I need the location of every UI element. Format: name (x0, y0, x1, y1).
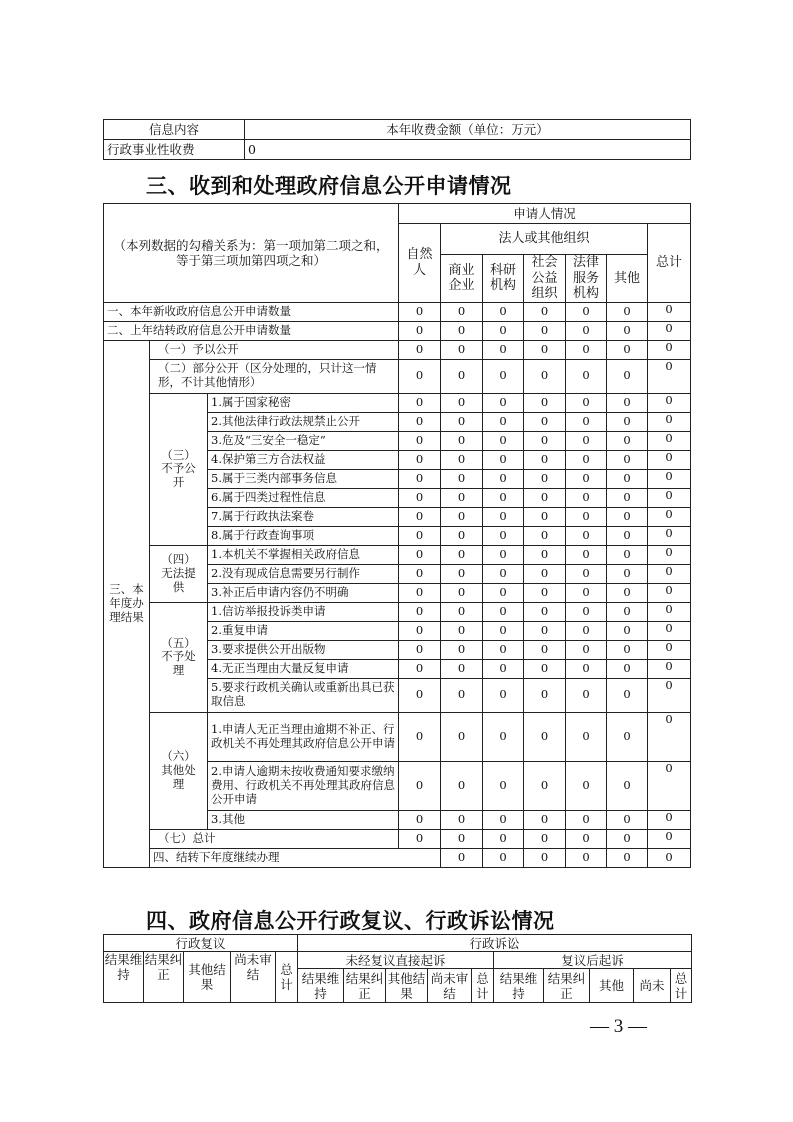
count-cell: 0 (607, 359, 648, 393)
count-cell: 0 (483, 393, 524, 412)
count-cell: 0 (399, 829, 441, 848)
direct-suit-header: 未经复议直接起诉 (298, 952, 494, 969)
count-cell: 0 (399, 507, 441, 526)
count-cell: 0 (399, 621, 441, 640)
count-cell: 0 (566, 545, 607, 564)
count-cell: 0 (607, 545, 648, 564)
count-cell: 0 (648, 431, 691, 450)
group-noprocess-label: （五）不予处理 (150, 602, 208, 712)
count-cell: 0 (441, 602, 483, 621)
count-cell: 0 (524, 810, 566, 829)
count-cell: 0 (524, 393, 566, 412)
count-cell: 0 (441, 431, 483, 450)
group-cannot-label: （四）无法提供 (150, 545, 208, 602)
applicant-header: 申请人情况 (399, 204, 691, 224)
count-cell: 0 (441, 829, 483, 848)
review-col-3: 其他结果 (184, 952, 231, 1003)
count-cell: 0 (648, 545, 691, 564)
noopen-item: 1.属于国家秘密 (208, 393, 399, 412)
noopen-item: 5.属于三类内部事务信息 (208, 469, 399, 488)
row-next-label: 四、结转下年度继续办理 (150, 848, 441, 867)
count-cell: 0 (399, 640, 441, 659)
count-cell: 0 (607, 431, 648, 450)
count-cell: 0 (524, 450, 566, 469)
count-cell: 0 (566, 431, 607, 450)
count-cell: 0 (648, 412, 691, 431)
noprocess-item: 1.信访举报投诉类申请 (208, 602, 399, 621)
count-cell: 0 (607, 583, 648, 602)
after-col-1: 结果维持 (494, 969, 544, 1003)
count-cell: 0 (483, 712, 524, 761)
count-cell: 0 (524, 829, 566, 848)
count-cell: 0 (524, 678, 566, 712)
count-cell: 0 (441, 302, 483, 321)
count-cell: 0 (524, 761, 566, 810)
count-cell: 0 (441, 526, 483, 545)
count-cell: 0 (607, 712, 648, 761)
count-cell: 0 (483, 507, 524, 526)
cannot-item: 1.本机关不掌握相关政府信息 (208, 545, 399, 564)
count-cell: 0 (648, 761, 691, 810)
noopen-item: 2.其他法律行政法规禁止公开 (208, 412, 399, 431)
direct-col-2: 结果纠正 (344, 969, 386, 1003)
count-cell: 0 (607, 321, 648, 340)
count-cell: 0 (607, 507, 648, 526)
count-cell: 0 (648, 393, 691, 412)
count-cell: 0 (441, 545, 483, 564)
count-cell: 0 (399, 302, 441, 321)
count-cell: 0 (648, 659, 691, 678)
count-cell: 0 (524, 431, 566, 450)
count-cell: 0 (483, 302, 524, 321)
count-cell: 0 (524, 602, 566, 621)
count-cell: 0 (566, 583, 607, 602)
count-cell: 0 (607, 488, 648, 507)
count-cell: 0 (648, 810, 691, 829)
row-carry-label: 二、上年结转政府信息公开申请数量 (104, 321, 399, 340)
count-cell: 0 (648, 526, 691, 545)
count-cell: 0 (441, 507, 483, 526)
sub-header-4: 法律服务机构 (566, 255, 607, 303)
count-cell: 0 (399, 564, 441, 583)
count-cell: 0 (524, 507, 566, 526)
applications-table (103, 203, 691, 868)
count-cell: 0 (441, 583, 483, 602)
count-cell: 0 (524, 321, 566, 340)
noopen-item: 8.属于行政查询事项 (208, 526, 399, 545)
count-cell: 0 (648, 602, 691, 621)
count-cell: 0 (399, 488, 441, 507)
count-cell: 0 (399, 340, 441, 359)
count-cell: 0 (441, 621, 483, 640)
count-cell: 0 (441, 340, 483, 359)
count-cell: 0 (607, 302, 648, 321)
count-cell: 0 (566, 412, 607, 431)
direct-col-4: 尚未审结 (428, 969, 472, 1003)
count-cell: 0 (607, 621, 648, 640)
sub-header-3: 社会公益组织 (524, 255, 566, 303)
count-cell: 0 (441, 321, 483, 340)
count-cell: 0 (566, 761, 607, 810)
count-cell: 0 (524, 302, 566, 321)
other-item: 3.其他 (208, 810, 399, 829)
count-cell: 0 (483, 450, 524, 469)
count-cell: 0 (566, 659, 607, 678)
count-cell: 0 (524, 564, 566, 583)
row-new-label: 一、本年新收政府信息公开申请数量 (104, 302, 399, 321)
count-cell: 0 (441, 564, 483, 583)
fee-table (103, 119, 691, 160)
count-cell: 0 (483, 761, 524, 810)
sub-header-1: 商业企业 (441, 255, 483, 303)
count-cell: 0 (648, 469, 691, 488)
count-cell: 0 (441, 488, 483, 507)
count-cell: 0 (399, 602, 441, 621)
count-cell: 0 (566, 321, 607, 340)
count-cell: 0 (566, 829, 607, 848)
count-cell: 0 (483, 359, 524, 393)
count-cell: 0 (566, 678, 607, 712)
note-cell: （本列数据的勾稽关系为：第一项加第二项之和，等于第三项加第四项之和） (104, 204, 399, 303)
review-litigation-table (103, 934, 692, 1003)
count-cell: 0 (607, 761, 648, 810)
count-cell: 0 (483, 340, 524, 359)
row-partial-label: （二）部分公开（区分处理的，只计这一情形，不计其他情形） (150, 359, 399, 393)
count-cell: 0 (399, 583, 441, 602)
noopen-item: 3.危及“三安全一稳定” (208, 431, 399, 450)
fee-row-label: 行政事业性收费 (104, 140, 245, 160)
review-col-1: 结果维持 (104, 952, 144, 1003)
count-cell: 0 (441, 659, 483, 678)
count-cell: 0 (483, 545, 524, 564)
cannot-item: 3.补正后申请内容仍不明确 (208, 583, 399, 602)
count-cell: 0 (483, 431, 524, 450)
row-total-label: （七）总计 (150, 829, 399, 848)
count-cell: 0 (648, 488, 691, 507)
noopen-item: 4.保护第三方合法权益 (208, 450, 399, 469)
count-cell: 0 (483, 526, 524, 545)
count-cell: 0 (441, 712, 483, 761)
count-cell: 0 (441, 469, 483, 488)
count-cell: 0 (483, 412, 524, 431)
group-other-label: （六）其他处理 (150, 712, 208, 829)
noprocess-item: 3.要求提供公开出版物 (208, 640, 399, 659)
count-cell: 0 (566, 640, 607, 659)
legal-person-header: 法人或其他组织 (441, 224, 648, 255)
count-cell: 0 (648, 640, 691, 659)
count-cell: 0 (483, 321, 524, 340)
review-col-2: 结果纠正 (144, 952, 184, 1003)
cannot-item: 2.没有现成信息需要另行制作 (208, 564, 399, 583)
count-cell: 0 (607, 678, 648, 712)
count-cell: 0 (607, 810, 648, 829)
direct-col-1: 结果维持 (298, 969, 344, 1003)
noprocess-item: 4.无正当理由大量反复申请 (208, 659, 399, 678)
total-header: 总计 (648, 224, 691, 303)
after-col-5: 总计 (671, 969, 692, 1003)
count-cell: 0 (524, 621, 566, 640)
section3-heading: 三、收到和处理政府信息公开申请情况 (146, 174, 512, 198)
count-cell: 0 (648, 848, 691, 867)
group-results-label: 三、本年度办理结果 (104, 340, 150, 867)
litigation-header: 行政诉讼 (298, 935, 692, 952)
count-cell: 0 (524, 340, 566, 359)
count-cell: 0 (566, 848, 607, 867)
count-cell: 0 (483, 621, 524, 640)
sub-header-2: 科研机构 (483, 255, 524, 303)
count-cell: 0 (483, 564, 524, 583)
other-item: 2.申请人逾期未按收费通知要求缴纳费用、行政机关不再处理其政府信息公开申请 (208, 761, 399, 810)
count-cell: 0 (399, 359, 441, 393)
after-col-2: 结果纠正 (544, 969, 590, 1003)
count-cell: 0 (399, 321, 441, 340)
count-cell: 0 (524, 488, 566, 507)
count-cell: 0 (399, 526, 441, 545)
other-item: 1.申请人无正当理由逾期不补正、行政机关不再处理其政府信息公开申请 (208, 712, 399, 761)
count-cell: 0 (607, 450, 648, 469)
count-cell: 0 (399, 469, 441, 488)
count-cell: 0 (566, 359, 607, 393)
count-cell: 0 (399, 393, 441, 412)
count-cell: 0 (566, 340, 607, 359)
count-cell: 0 (399, 712, 441, 761)
count-cell: 0 (524, 712, 566, 761)
count-cell: 0 (607, 659, 648, 678)
count-cell: 0 (399, 810, 441, 829)
count-cell: 0 (483, 810, 524, 829)
count-cell: 0 (648, 621, 691, 640)
natural-person-header: 自然人 (399, 224, 441, 303)
count-cell: 0 (648, 450, 691, 469)
count-cell: 0 (648, 359, 691, 393)
count-cell: 0 (648, 321, 691, 340)
fee-header-content: 信息内容 (104, 120, 245, 140)
count-cell: 0 (399, 761, 441, 810)
noopen-item: 6.属于四类过程性信息 (208, 488, 399, 507)
count-cell: 0 (441, 450, 483, 469)
count-cell: 0 (607, 469, 648, 488)
count-cell: 0 (566, 469, 607, 488)
row-open-label: （一）予以公开 (150, 340, 399, 359)
fee-header-amount: 本年收费金额（单位：万元） (245, 120, 691, 140)
section4-heading: 四、政府信息公开行政复议、行政诉讼情况 (146, 909, 555, 933)
noopen-item: 7.属于行政执法案卷 (208, 507, 399, 526)
count-cell: 0 (566, 450, 607, 469)
count-cell: 0 (648, 340, 691, 359)
direct-col-5: 总计 (472, 969, 494, 1003)
after-review-header: 复议后起诉 (494, 952, 692, 969)
count-cell: 0 (524, 526, 566, 545)
noprocess-item: 2.重复申请 (208, 621, 399, 640)
count-cell: 0 (566, 602, 607, 621)
count-cell: 0 (524, 848, 566, 867)
count-cell: 0 (566, 810, 607, 829)
review-col-5: 总计 (276, 952, 298, 1003)
count-cell: 0 (441, 393, 483, 412)
count-cell: 0 (524, 640, 566, 659)
count-cell: 0 (524, 359, 566, 393)
sub-header-5: 其他 (607, 255, 648, 303)
review-col-4: 尚未审结 (231, 952, 276, 1003)
count-cell: 0 (483, 829, 524, 848)
fee-row-value: 0 (245, 140, 691, 160)
count-cell: 0 (648, 678, 691, 712)
count-cell: 0 (607, 412, 648, 431)
count-cell: 0 (441, 359, 483, 393)
count-cell: 0 (648, 583, 691, 602)
after-col-4: 尚未 (634, 969, 671, 1003)
count-cell: 0 (441, 761, 483, 810)
count-cell: 0 (648, 829, 691, 848)
count-cell: 0 (607, 829, 648, 848)
count-cell: 0 (399, 545, 441, 564)
count-cell: 0 (524, 469, 566, 488)
noprocess-item: 5.要求行政机关确认或重新出具已获取信息 (208, 678, 399, 712)
after-col-3: 其他 (590, 969, 634, 1003)
count-cell: 0 (566, 393, 607, 412)
count-cell: 0 (566, 564, 607, 583)
count-cell: 0 (566, 621, 607, 640)
count-cell: 0 (399, 450, 441, 469)
direct-col-3: 其他结果 (386, 969, 428, 1003)
count-cell: 0 (648, 302, 691, 321)
count-cell: 0 (483, 488, 524, 507)
count-cell: 0 (524, 412, 566, 431)
count-cell: 0 (483, 678, 524, 712)
count-cell: 0 (483, 659, 524, 678)
count-cell: 0 (399, 431, 441, 450)
count-cell: 0 (483, 583, 524, 602)
count-cell: 0 (441, 810, 483, 829)
count-cell: 0 (607, 564, 648, 583)
count-cell: 0 (483, 469, 524, 488)
count-cell: 0 (607, 526, 648, 545)
count-cell: 0 (399, 412, 441, 431)
count-cell: 0 (566, 526, 607, 545)
count-cell: 0 (441, 848, 483, 867)
count-cell: 0 (607, 340, 648, 359)
count-cell: 0 (524, 659, 566, 678)
count-cell: 0 (441, 640, 483, 659)
count-cell: 0 (483, 640, 524, 659)
count-cell: 0 (607, 848, 648, 867)
page-number: — 3 — (590, 1016, 647, 1037)
count-cell: 0 (607, 602, 648, 621)
count-cell: 0 (441, 412, 483, 431)
count-cell: 0 (648, 564, 691, 583)
count-cell: 0 (441, 678, 483, 712)
count-cell: 0 (524, 545, 566, 564)
count-cell: 0 (524, 583, 566, 602)
count-cell: 0 (607, 393, 648, 412)
count-cell: 0 (483, 848, 524, 867)
count-cell: 0 (648, 507, 691, 526)
count-cell: 0 (399, 678, 441, 712)
count-cell: 0 (607, 640, 648, 659)
count-cell: 0 (483, 602, 524, 621)
group-noopen-label: （三）不予公开 (150, 393, 208, 545)
count-cell: 0 (566, 302, 607, 321)
count-cell: 0 (566, 712, 607, 761)
count-cell: 0 (566, 507, 607, 526)
count-cell: 0 (648, 712, 691, 761)
review-header: 行政复议 (104, 935, 298, 952)
count-cell: 0 (566, 488, 607, 507)
count-cell: 0 (399, 659, 441, 678)
